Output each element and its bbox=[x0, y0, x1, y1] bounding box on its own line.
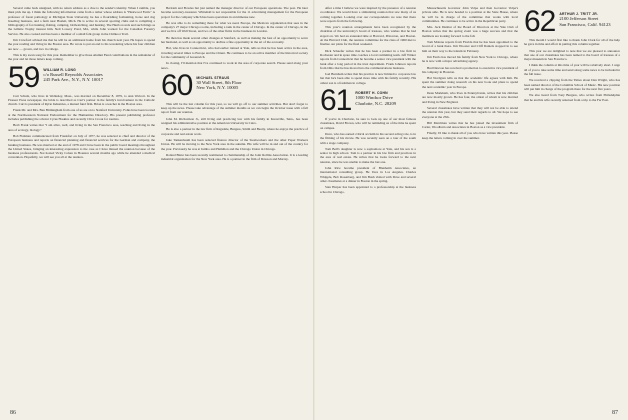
paragraph: We received a clipping from the Times about Dan Wright, who has been named director of the Columbia School of Music. His new position will put him in charge of the program there for the next five years. bbox=[524, 78, 620, 91]
paragraph: Mrs. Jack Dunbar of the Board of Directors at the Yale Club of Boston writes that the spring event was a huge success and that the members are looking forward to the fall. bbox=[422, 25, 518, 38]
paragraph: Bud Dawson has received a promotion to executive vice president of his company in Houston. bbox=[422, 65, 518, 74]
text-column bbox=[524, 6, 620, 404]
paragraph: I think the column at this time of year will be relatively short. I urge all of you to take some time and send along some news to be included in the fall issue. bbox=[524, 63, 620, 77]
paragraph: Joel Burnham writes that his practice is now limited to corporate law but that he's been able to spend more time with his family recently. His oldest son is a freshman in college. bbox=[320, 72, 416, 85]
paragraph: Massachusetts Governor John Volpe and then Governor Volpe's private aide. He is now headed to a position at the State House, where he will be in charge of the committee that works with local communities. He continues to be active in the Republican party. bbox=[422, 6, 518, 23]
class-secretary-address: c/o Russell Reynolds Associates 245 Park Ave., N.Y., N.Y. 10017 bbox=[43, 71, 104, 83]
class-secretary-name: ROBERT H. COHN bbox=[355, 91, 388, 96]
paragraph: John M. Richardson Jr., still living and practicing law with his family in Knoxville, Tenn., has been resigned his administrative position at the American University in Cairo. bbox=[161, 116, 308, 126]
class-entry-header bbox=[320, 84, 416, 118]
class-year-number: 62 bbox=[524, 6, 556, 38]
paragraph: Several came back unsigned, with no return address as a clue to the sender's identity. When I ramble, you must pick me up. I think the following information came from a rather whose address is "Heatwood Farm." A professor of forest pathology at Michigan State University, he has a flourishing foxhunting, horse and dog breeding business, and a farm near Haslett, Mich. He is active in several sporting clubs and is compiling a bibliography of fox hunting, fishing, camping, birdwatching, and hunting. The Harris novels and such things as the Gillette Trophy interest him. Neil Lowery Pond, Md., while John worked for the Canadian Forestry Service. He also cooked and has been a member of a small folk group in the Chilkoot Trail. bbox=[8, 6, 155, 36]
paragraph: This year we are delighted to note that we are pleased to announce that one of our classmates has been named to the board of trustees of a major museum in San Francisco. bbox=[524, 48, 620, 62]
paragraph: This month I would first like to thank John Clark for all of the help he gave in time and effort in putting this column together. bbox=[524, 38, 620, 47]
paragraph: Jim Ferris has moved his family from New York to Chicago, where he is now with a major advertising agency. bbox=[422, 54, 518, 64]
paragraph: Herb Frank writes that "I am alive, well, and living in the San Francisco area, teaching and living in the area of ecology, biology." bbox=[8, 123, 155, 132]
paragraph: This will be the last column for this year, so we will go off to our summer activities. But don't forget to keep up the news. Please take advantage of the summer months as we can begin the October issue with a full report from our reunion. bbox=[161, 101, 308, 115]
paragraph: Dean Markham, who lives in Pennsylvania, writes that his children are now mostly grown. He has four, the oldest of whom is now married and living in New England. bbox=[422, 91, 518, 104]
class-secretary-info bbox=[196, 73, 241, 91]
paragraph: Tom Bell's daughter is now a sophomore at Yale, and his son is a senior in high school. Tom is a partner in his law firm and practices in the area of real estate. He writes that he looks forward to the next reunion, since he was unable to make the last one. bbox=[320, 146, 416, 164]
class-secretary-address: 2100 Jefferson Street San Francisco, Calif. 94123 bbox=[559, 16, 611, 27]
paragraph: This year's reunion arrangements have been recognized by the chairman of the university's board of trustees, who wishes that he had stayed on. We had an extended time at Harvard, Princeton, and Boston. At the Harvard Club, the reunion committee for the class of 1960 met to finalize our plans for the final weekend. bbox=[320, 25, 416, 47]
paragraph: We also heard from Tony Burgess, who writes from Philadelphia that he and his wife recently returned from a trip to the Far East. bbox=[524, 93, 620, 102]
paragraph: Jim Crawford advised me that he will be an additional home from his church next year. He hopes to spend the year reading and living in the Boston area. He wrote to put an end to his wondering where his four children are now — grown, and two in college. bbox=[8, 38, 155, 51]
paragraph: After a time I believe we were inspired by the presence of a reunion coordinator. We would have a stimulating reunion that saw many of us coming together. Looking over our correspondents we note that there were reports from the following. bbox=[320, 6, 416, 23]
paragraph: John Rice became president of Blenheim Associates, an international consulting group. He lives in Los Angeles. Charles Whipple, Bob Rosenberg, and Jim Bush visited with Dave and several other classmates at a dinner in Boston in the spring. bbox=[320, 166, 416, 183]
paragraph: Finally, I'd like to thank all of you who have written this year. Please keep the letters coming in over the summer. bbox=[422, 131, 518, 140]
page-number: 87 bbox=[612, 410, 618, 416]
paragraph: Jake Tankenbaum has been selected finance director of the Steelworkers and the other Paper Workers Union. He will be moving to the New York area in the autumn. His wife will be in and out of the country for the year. Previously he was at Jumbo and Hamilton and the Chicago Union in Chicago. bbox=[161, 137, 308, 151]
class-entry-header bbox=[161, 68, 308, 102]
class-secretary-info bbox=[559, 9, 610, 27]
paragraph: Several classmates have written that they will not be able to attend the reunion this year, but they send their regards to all. We hope to see everyone at the 25th. bbox=[422, 105, 518, 119]
paragraph: Frank Mr. and Mrs. Ben Birmingham from one of us are on to Stanford University. Folks have been located at the Northwestern National Endowment for the Humanities Directory. His present publishing professor includes publishing the scholar Cyrus Hoskins and recently Clive Crook for tourists. bbox=[8, 108, 155, 122]
class-secretary-name: MICHAEL STRAUS bbox=[196, 75, 230, 80]
paragraph: Bob Fishman communicated from Frankfort on July of 1977, he was selected to chief and director of the European business and reports on financial planning and financial services for the German and company, the banking business. He was married at the end of 1978 and I have been in the public board meetings throughout the United States, bringing an interesting expression to the case as I have missed the reunion because of the business professionals. Not hosted Vicky Cohen in Houston several months ago while he attended a medical convention. Hopefully, we will see you all at the reunion. bbox=[8, 133, 155, 160]
paragraph: Dick Schaefer writes that he has been a partner in a law firm in Rochester and in spare time coaches a local swimming team. Jeff Winter reports from Connecticut that he became a senior vice president with the bank after a long period in the trust department. Frank Johnson reports from Ohio that he has moved into the communications business. bbox=[320, 48, 416, 70]
class-year-number: 61 bbox=[320, 84, 352, 118]
class-secretary-info bbox=[43, 65, 103, 83]
text-column bbox=[320, 6, 416, 404]
paragraph: Bill Merriman writes that he has joined the investment firm of Carter, Woodburn and Associates in Boston as a vice president. bbox=[422, 120, 518, 130]
text-column bbox=[161, 6, 308, 404]
paragraph: He then has made several other changes at Stanford, as well as making the best of an opportunity to serve her husband, as well as an opportunity to decline a fine opportunity in the art of the economy. bbox=[161, 35, 308, 45]
class-entry-header bbox=[524, 6, 620, 38]
class-secretary-name: ARTHUR J. TRITT JR. bbox=[559, 12, 599, 16]
paragraph: Stan Harper has been appointed to a professorship at the business school in Chicago. bbox=[320, 185, 416, 194]
paragraph: Hal, who lives in Connecticut, who had earlier trained at Yale, tells us that he has been active in the area, traveling several times to Europe and the Orient. He continues to be an active member of the historical society for the community of Greenwich. bbox=[161, 46, 308, 59]
class-secretary-address: 1000 Windsor Drive Charlotte, N.C. 28209 bbox=[355, 95, 397, 106]
class-secretary-name: WILLIAM R. LONG bbox=[43, 67, 76, 72]
paragraph: In closing, I'll mention that I've continued to work in the area of corporate search. Please send along your news. bbox=[161, 61, 308, 70]
paragraph: If you're in Charlotte, be sure to look up one of our most famous classmates, David Brown, who will be reminding us of the time he spent on campus. bbox=[320, 117, 416, 130]
paragraph: Roland Blenc has been recently nominated to chairmanship of the Joint Rollins Association. It is a leading industrial organization for the New York area. He is a partner in the firm of Dawson and Murray. bbox=[161, 152, 308, 162]
paragraph: He is also a partner in the law firm of Ragsdale, Burgess, Smith and Beatty, where he enjoys the practice of corporate and real estate work. bbox=[161, 127, 308, 136]
class-secretary-info bbox=[355, 88, 396, 106]
paragraph: Dave, who has earned critical acclaim in his second acting role, is in the filming of his movie. He was recently seen on a tour of the south with a stage company. bbox=[320, 131, 416, 145]
class-entry-header bbox=[8, 60, 155, 94]
class-year-number: 60 bbox=[161, 68, 193, 102]
right-page bbox=[314, 0, 628, 420]
class-year-number: 59 bbox=[8, 60, 40, 94]
paragraph: Tom Malone reports from Florida that he has been appointed to the board of a bank there. Jim Wooster and Cliff Daniels stopped in to see him on their way to the islands in February. bbox=[422, 40, 518, 53]
paragraph: Bertram and Bowles but just named the manager director of our European operations. The post. He later became secretary-treasurer. Whitehall is not responsible for the 11 advertising management for the European project for the company which has been operations in an immense new. bbox=[161, 6, 308, 19]
text-column bbox=[422, 6, 518, 404]
paragraph: Hal Nordgren tells us that the academic life agrees with him. He spent the summer doing research on his new book and plans to spend the next academic year in Europe. bbox=[422, 76, 518, 89]
page-number: 86 bbox=[10, 410, 16, 416]
paragraph: Curt Schulz, who lives in Wellesley, Mass., was married on December 8, 1979, to Ann Walcott. In the Pioneer Press newspaper, the bride is described as Curt's partner in the family's involvement in the Catholic church. Curt is president of Ryrie Industries, a mutual fund firm. Brian is a teacher in the Boston area. bbox=[8, 93, 155, 107]
paragraph: This is my swan song for this year. Remember to give those Alumni Fund contributions in the remainder of the year and let those letters keep coming. bbox=[8, 52, 155, 62]
text-column bbox=[8, 6, 155, 404]
paragraph: He was able to do something there for what we need. Europe, the Mexican organization that sees in the company's 27 major Chicago rooms, including a tank in the center of Chicago. In the center of Chicago, in the end we live off Wall Street, and two of the other firms in the business in London. bbox=[161, 20, 308, 34]
class-secretary-address: 30 Wall Street, 8th Floor New York, N.Y. 10005 bbox=[196, 79, 242, 91]
